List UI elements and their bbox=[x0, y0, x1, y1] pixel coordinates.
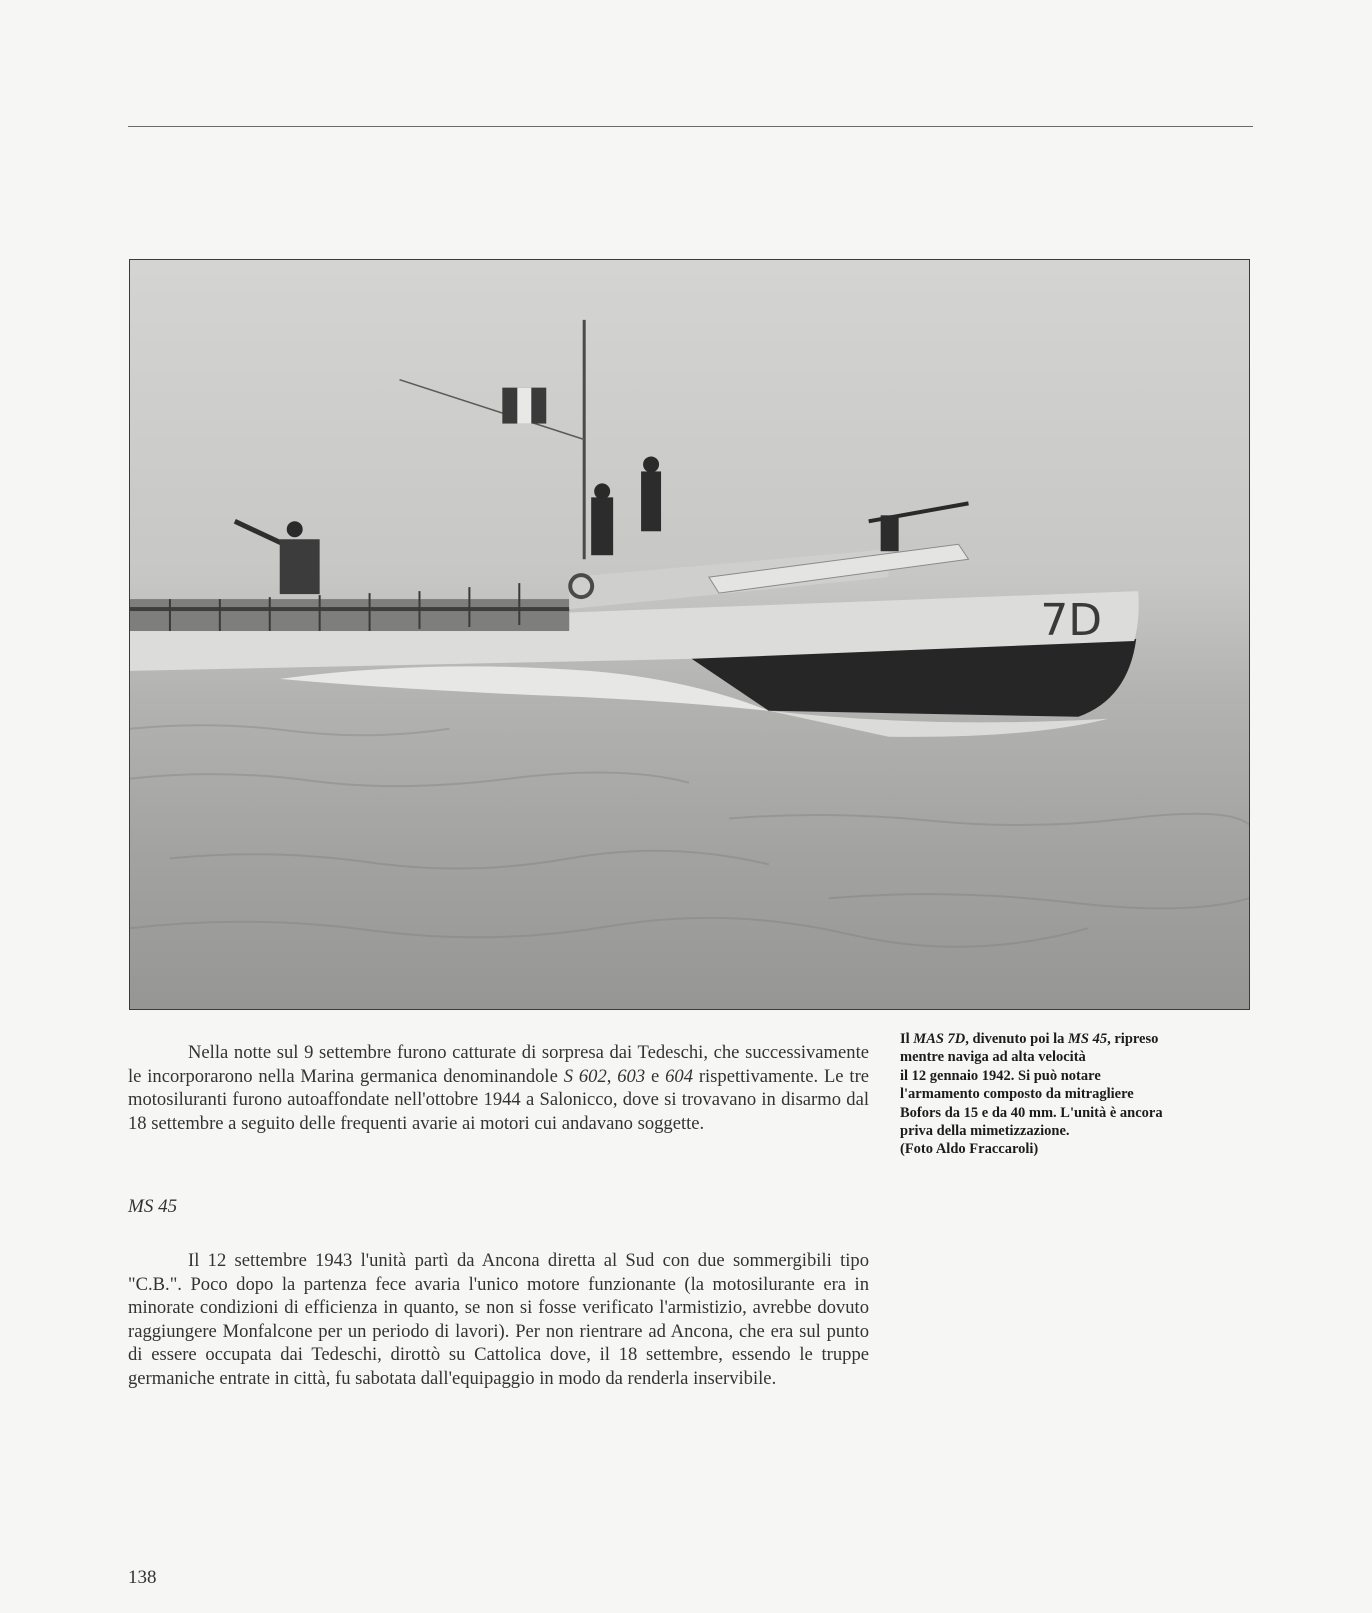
hull-number: 7D bbox=[1040, 595, 1103, 646]
paragraph-text: rispettivamente. Le tre motosiluranti furono autoaffondate nell'ottobre 1944 a Salonicco, dove si trovavano in disarmo dal 18 settembre a seguito delle frequenti avarie ai motori cui andavano soggette. bbox=[128, 1065, 870, 1134]
boat-photograph bbox=[129, 259, 1250, 1010]
paragraph-text: Nella notte sul 9 settembre furono catturate di sorpresa dai Tedeschi, che successivamente le incorporarono nella Marina germanica denominandole bbox=[128, 1042, 869, 1087]
photo-caption bbox=[900, 1030, 1255, 1159]
boat-designation: 604 bbox=[665, 1065, 693, 1087]
caption-text: , divenuto poi la bbox=[965, 1031, 1069, 1047]
caption-text-rest: , ripreso mentre naviga ad alta velocità il 12 gennaio 1942. Si può notare l'armamento composto da mitragliere Bofors da 15 e da 40 mm. L'unità è ancora priva della mimetizzazione. (Foto Aldo Fraccaroli) bbox=[900, 1031, 1163, 1158]
caption-prefix: Il bbox=[900, 1031, 914, 1047]
page-number: 138 bbox=[128, 1567, 157, 1588]
section-heading: MS 45 bbox=[128, 1196, 178, 1217]
paragraph-text: e bbox=[645, 1065, 666, 1087]
body-paragraph-2: Il 12 settembre 1943 l'unità partì da Ancona diretta al Sud con due sommergibili tipo "C.B.". Poco dopo la partenza fece avaria l'unico motore funzionante (la motosilurante era in minorate condizioni di efficienza in quanto, se non si fosse verificato l'armistizio, avrebbe dovuto raggiungere Monfalcone per un periodo di lavori). Per non rientrare ad Ancona, che era sul punto di essere occupata dai Tedeschi, dirottò su Cattolica dove, il 18 settembre, essendo le truppe germaniche entrate in città, fu sabotata dall'equipaggio in modo da renderla inservibile. bbox=[128, 1250, 869, 1389]
caption-boat-name: MAS 7D bbox=[913, 1031, 966, 1047]
boat-designation: 603 bbox=[617, 1065, 646, 1087]
header-rule bbox=[128, 126, 1253, 127]
caption-boat-name-2: MS 45 bbox=[1068, 1031, 1108, 1047]
boat-illustration bbox=[130, 260, 1249, 1009]
boat-designation: S 602 bbox=[563, 1065, 607, 1087]
paragraph-text: , bbox=[606, 1065, 618, 1087]
body-paragraph-1 bbox=[128, 1041, 869, 1135]
